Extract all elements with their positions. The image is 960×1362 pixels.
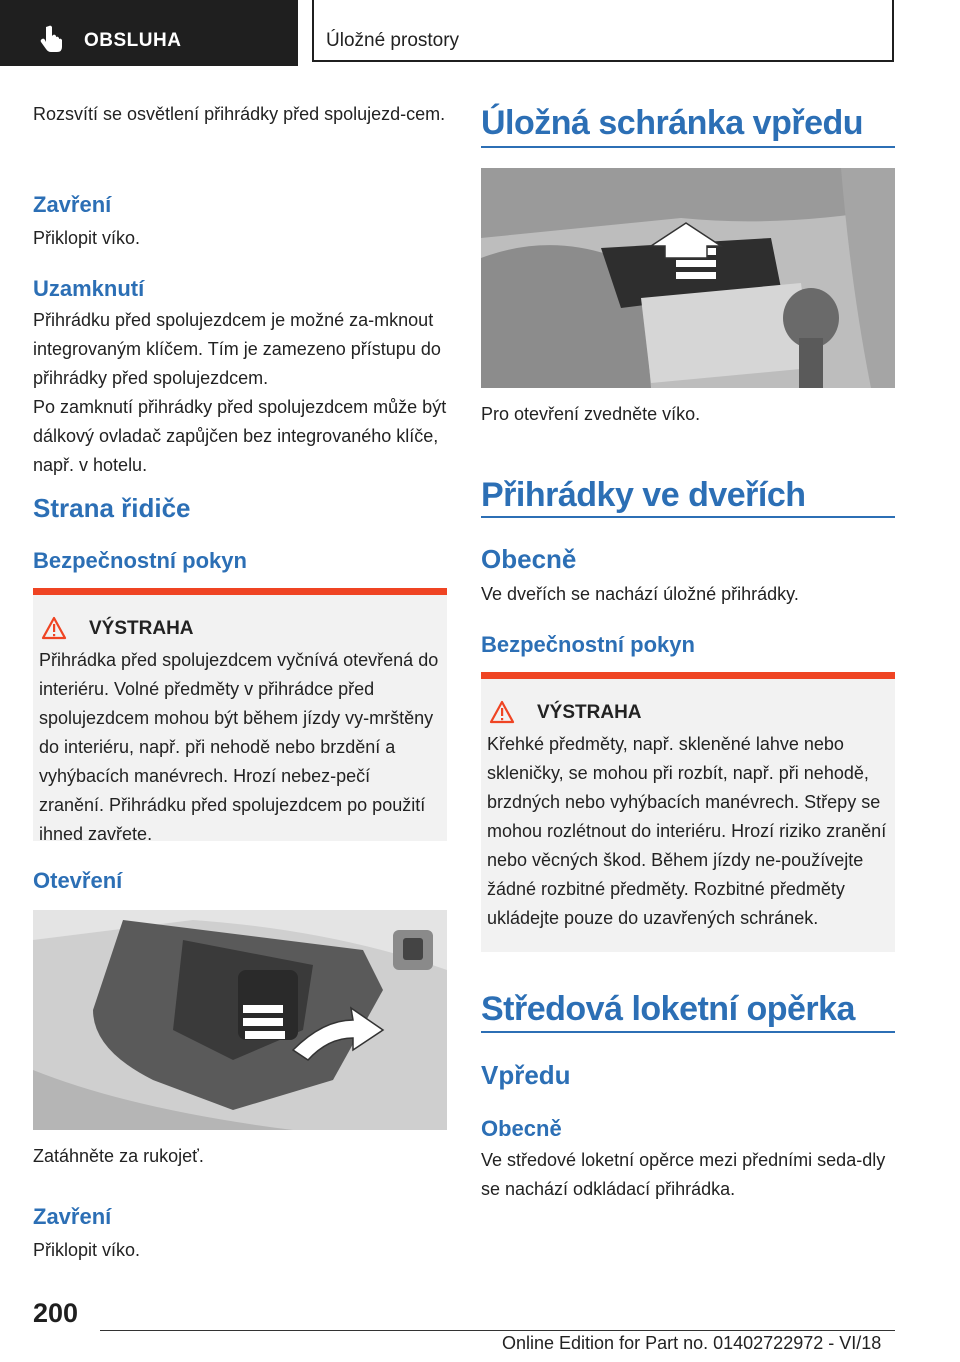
driver-side-heading: Strana řidiče bbox=[33, 493, 191, 523]
open-heading: Otevření bbox=[33, 868, 123, 893]
general-heading: Obecně bbox=[481, 544, 577, 574]
edition-text: Online Edition for Part no. 01402722972 - VI/18 bbox=[502, 1333, 882, 1353]
safety-heading-2: Bezpečnostní pokyn bbox=[481, 632, 695, 657]
warning-bar bbox=[33, 588, 447, 595]
lock-text-2: Po zamknutí přihrádky před spolujezdcem může být dálkový ovladač zapůjčen bez integrovaného klíče, např. v hotelu. bbox=[33, 397, 447, 475]
footer-rule bbox=[100, 1330, 895, 1331]
title-rule bbox=[481, 146, 895, 148]
general-text-2: Ve středové loketní opěrce mezi předními seda-dly se nachází odkládací přihrádka. bbox=[481, 1150, 886, 1199]
chapter-tab bbox=[312, 0, 894, 62]
intro-text: Rozsvítí se osvětlení přihrádky před spolujezd-cem. bbox=[33, 104, 446, 124]
warning-triangle-icon bbox=[41, 616, 67, 640]
page-header bbox=[0, 0, 960, 66]
front-heading: Vpředu bbox=[481, 1060, 571, 1090]
title-rule-2 bbox=[481, 516, 895, 518]
warning-title: VÝSTRAHA bbox=[89, 618, 194, 639]
door-pockets-title: Přihrádky ve dveřích bbox=[481, 476, 806, 514]
close-text-2: Přiklopit víko. bbox=[33, 1240, 141, 1260]
section-tab bbox=[0, 0, 298, 66]
front-storage-title: Úložná schránka vpředu bbox=[481, 104, 864, 142]
glovebox-photo bbox=[33, 910, 447, 1130]
lock-heading: Uzamknutí bbox=[33, 276, 145, 301]
close-text: Přiklopit víko. bbox=[33, 228, 141, 248]
section-label: OBSLUHA bbox=[84, 30, 182, 51]
title-rule-3 bbox=[481, 1031, 895, 1033]
front-storage-photo bbox=[481, 168, 895, 388]
front-storage-illustration bbox=[481, 168, 895, 388]
front-storage-caption: Pro otevření zvedněte víko. bbox=[481, 404, 701, 424]
warning-title-2: VÝSTRAHA bbox=[537, 702, 642, 723]
warning-box bbox=[33, 588, 447, 844]
open-caption: Zatáhněte za rukojeť. bbox=[33, 1146, 204, 1166]
page-number: 200 bbox=[33, 1298, 79, 1328]
close-heading: Zavření bbox=[33, 192, 112, 217]
warning-text: Přihrádka před spolujezdcem vyčnívá otevřená do interiéru. Volné předměty v přihrádce před spolujezdcem mohou být během jízdy vy-mrštěny do interiéru, např. při nehodě nebo brzdění a vyhýbacích manévrech. Hrozí nebez-pečí zranění. Přihrádku před spolujezdcem po použití ihned zavřete. bbox=[39, 650, 439, 844]
general-heading-2: Obecně bbox=[481, 1116, 562, 1141]
glovebox-illustration bbox=[33, 910, 447, 1130]
warning-bar-2 bbox=[481, 672, 895, 679]
warning-text-2: Křehké předměty, např. skleněné lahve nebo skleničky, se mohou při rozbít, např. při nehodě, brzdných nebo vyhýbacích manévrech. Střepy se mohou rozlétnout do interiéru. Hrozí riziko zranění nebo věcných škod. Během jízdy ne-používejte žádné rozbitné předměty. Rozbitné předměty ukládejte pouze do uzavřených schránek. bbox=[487, 734, 887, 928]
warning-box-2 bbox=[481, 672, 895, 952]
close-heading-2: Zavření bbox=[33, 1204, 112, 1229]
lock-text-1: Přihrádku před spolujezdcem je možné za-mknout integrovaným klíčem. Tím je zamezeno přístupu do přihrádky před spolujezdcem. bbox=[33, 310, 441, 388]
armrest-title: Středová loketní opěrka bbox=[481, 990, 855, 1028]
hand-pointer-icon bbox=[38, 24, 66, 52]
safety-heading: Bezpečnostní pokyn bbox=[33, 548, 247, 573]
general-text: Ve dveřích se nachází úložné přihrádky. bbox=[481, 584, 799, 604]
chapter-title: Úložné prostory bbox=[326, 30, 460, 51]
warning-triangle-icon-2 bbox=[489, 700, 515, 724]
